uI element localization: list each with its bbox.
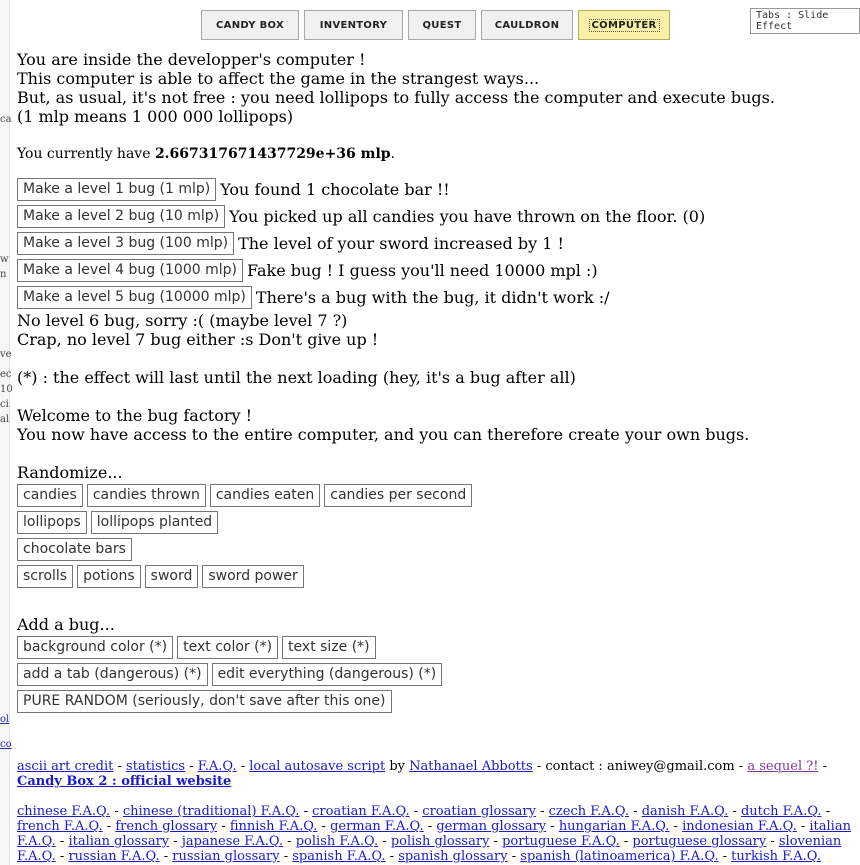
no-level-7-note: Crap, no level 7 bug either :s Don't give up ! (17, 330, 379, 349)
footer (17, 759, 853, 864)
translation-link[interactable]: spanish glossary (398, 849, 508, 864)
make-level-3-bug-button[interactable]: Make a level 3 bug (100 mlp) (17, 232, 234, 255)
bug-message: You found 1 chocolate bar !! (220, 180, 450, 199)
tab-cauldron[interactable] (481, 10, 573, 40)
make-level-4-bug-button[interactable]: Make a level 4 bug (1000 mlp) (17, 259, 243, 282)
tab-candy-box[interactable] (201, 10, 299, 40)
tab-computer[interactable] (578, 10, 670, 40)
contact-text: - contact : aniwey@gmail.com - (532, 759, 748, 774)
bug-row-2 (17, 203, 853, 230)
translation-link[interactable]: slovenian F.A.Q. (17, 834, 842, 864)
bug-message: The level of your sword increased by 1 ! (238, 234, 564, 253)
add-bug-title: Add a bug... (17, 615, 115, 634)
translation-link[interactable]: finnish F.A.Q. (229, 819, 318, 834)
add-bug-row (17, 688, 853, 715)
translation-link[interactable]: italian glossary (68, 834, 170, 849)
translation-link[interactable]: russian glossary (172, 849, 280, 864)
randomize-lollipops-planted-button[interactable]: lollipops planted (91, 511, 218, 534)
translation-link[interactable]: french F.A.Q. (17, 819, 103, 834)
translation-link[interactable]: chinese F.A.Q. (17, 804, 111, 819)
translation-link[interactable]: czech F.A.Q. (548, 804, 630, 819)
bug-message: There's a bug with the bug, it didn't work :/ (255, 288, 610, 307)
intro-line: (1 mlp means 1 000 000 lollipops) (17, 107, 294, 126)
randomize-row (17, 536, 853, 563)
intro-line: You are inside the developper's computer ! (17, 50, 366, 69)
translation-links: chinese F.A.Q. - chinese (traditional) F.A.Q. - croatian F.A.Q. - croatian glossary - czech F.A.Q. - danish F.A.Q. - dutch F.A.Q. - french F.A.Q. - french glossary - finnish F.A.Q. - german F.A.Q. - german glossary - hungarian F.A.Q. - indonesian F.A.Q. - italian F.A.Q. - italian glossary - japanese F.A.Q. - polish F.A.Q. - polish glossary - portuguese F.A.Q. - portuguese glossary - slovenian F.A.Q. - russian F.A.Q. - russian glossary - spanish F.A.Q. - spanish glossary - spanish (latinoamerica) F.A.Q. - turkish F.A.Q. (17, 804, 851, 864)
translation-link[interactable]: russian F.A.Q. (68, 849, 160, 864)
slide-effect-toggle[interactable]: Tabs : Slide Effect (750, 8, 860, 34)
intro-line: But, as usual, it's not free : you need lollipops to fully access the computer and execute bugs. (17, 88, 775, 107)
randomize-chocolate-bars-button[interactable]: chocolate bars (17, 538, 132, 561)
edit-everything-bug-button[interactable]: edit everything (dangerous) (*) (212, 663, 443, 686)
ascii-art-credit-link[interactable]: ascii art credit (17, 759, 114, 774)
translation-link[interactable]: spanish F.A.Q. (292, 849, 386, 864)
translation-link[interactable]: spanish (latinoamerica) F.A.Q. (520, 849, 719, 864)
randomize-row (17, 509, 853, 536)
text-size-bug-button[interactable]: text size (*) (282, 636, 376, 659)
bug-message: You picked up all candies you have thrown on the floor. (0) (229, 207, 706, 226)
author-link[interactable]: Nathanael Abbotts (409, 759, 533, 774)
randomize-row (17, 482, 853, 509)
bug-row-5 (17, 284, 853, 311)
balance-value: 2.667317671437729e+36 mlp (154, 146, 391, 162)
randomize-candies-per-second-button[interactable]: candies per second (324, 484, 472, 507)
translation-link[interactable]: turkish F.A.Q. (731, 849, 821, 864)
intro-line: This computer is able to affect the game in the strangest ways... (17, 69, 540, 88)
faq-link[interactable]: F.A.Q. (197, 759, 237, 774)
sequel-link[interactable]: a sequel ?! (747, 759, 819, 774)
tab-bar (201, 10, 670, 40)
make-level-1-bug-button[interactable]: Make a level 1 bug (1 mlp) (17, 178, 216, 201)
translation-link[interactable]: italian F.A.Q. (17, 819, 851, 849)
footer-links: ascii art credit - statistics - F.A.Q. - local autosave script by Nathanael Abbotts - contact : aniwey@gmail.com - a sequel ?! - Candy Box 2 : official website (17, 759, 827, 789)
randomize-scrolls-button[interactable]: scrolls (17, 565, 73, 588)
randomize-row (17, 563, 853, 590)
pure-random-bug-button[interactable]: PURE RANDOM (seriously, don't save after this one) (17, 690, 392, 713)
make-level-2-bug-button[interactable]: Make a level 2 bug (10 mlp) (17, 205, 225, 228)
translation-link[interactable]: croatian glossary (422, 804, 536, 819)
tab-inventory[interactable] (304, 10, 403, 40)
tab-quest[interactable] (408, 10, 476, 40)
computer-panel (17, 50, 853, 715)
add-tab-bug-button[interactable]: add a tab (dangerous) (*) (17, 663, 208, 686)
background-color-bug-button[interactable]: background color (*) (17, 636, 173, 659)
translation-link[interactable]: polish F.A.Q. (295, 834, 379, 849)
factory-welcome: Welcome to the bug factory ! (17, 406, 253, 425)
balance-suffix: . (390, 146, 396, 162)
randomize-candies-button[interactable]: candies (17, 484, 83, 507)
randomize-candies-eaten-button[interactable]: candies eaten (210, 484, 320, 507)
autosave-script-link[interactable]: local autosave script (249, 759, 386, 774)
candy-box-2-link[interactable] (17, 774, 231, 789)
randomize-potions-button[interactable]: potions (77, 565, 141, 588)
tab-label: CAULDRON (494, 19, 560, 31)
effect-note: (*) : the effect will last until the next loading (hey, it's a bug after all) (17, 368, 576, 387)
tab-label: QUEST (422, 19, 462, 31)
add-bug-row (17, 634, 853, 661)
make-level-5-bug-button[interactable]: Make a level 5 bug (10000 mlp) (17, 286, 252, 309)
translation-link[interactable]: dutch F.A.Q. (740, 804, 822, 819)
tab-label: INVENTORY (319, 19, 388, 31)
by-text: by (385, 759, 410, 774)
translation-link[interactable]: portuguese glossary (632, 834, 767, 849)
translation-link[interactable]: chinese (traditional) F.A.Q. (122, 804, 300, 819)
translation-link[interactable]: french glossary (115, 819, 218, 834)
translation-link[interactable]: hungarian F.A.Q. (558, 819, 670, 834)
no-level-6-note: No level 6 bug, sorry :( (maybe level 7 ?) (17, 311, 348, 330)
background-window-edge: ca w n ve ec 10 ci al ol co (0, 0, 10, 865)
translation-link[interactable]: portuguese F.A.Q. (502, 834, 620, 849)
translation-link[interactable]: japanese F.A.Q. (181, 834, 284, 849)
bug-row-1 (17, 176, 853, 203)
translation-link[interactable]: croatian F.A.Q. (312, 804, 410, 819)
randomize-title: Randomize... (17, 463, 123, 482)
bug-row-4 (17, 257, 853, 284)
bug-row-3 (17, 230, 853, 257)
translation-link[interactable]: danish F.A.Q. (641, 804, 729, 819)
add-bug-row (17, 661, 853, 688)
statistics-link[interactable]: statistics (126, 759, 186, 774)
text-color-bug-button[interactable]: text color (*) (177, 636, 278, 659)
translation-link[interactable]: polish glossary (390, 834, 490, 849)
lollipop-balance (17, 145, 853, 164)
randomize-candies-thrown-button[interactable]: candies thrown (87, 484, 206, 507)
randomize-lollipops-button[interactable]: lollipops (17, 511, 87, 534)
translation-link[interactable]: indonesian F.A.Q. (682, 819, 797, 834)
candy-box-2-label: Candy Box 2 : official website (17, 774, 232, 789)
bug-message: Fake bug ! I guess you'll need 10000 mpl :) (246, 261, 598, 280)
translation-link[interactable]: german glossary (436, 819, 547, 834)
tab-label: CANDY BOX (216, 19, 284, 31)
balance-prefix: You currently have (17, 146, 155, 162)
factory-access: You now have access to the entire computer, and you can therefore create your own bugs. (17, 425, 750, 444)
randomize-sword-button[interactable]: sword (145, 565, 199, 588)
tab-label: COMPUTER (591, 19, 657, 31)
translation-link[interactable]: german F.A.Q. (330, 819, 424, 834)
randomize-sword-power-button[interactable]: sword power (202, 565, 303, 588)
